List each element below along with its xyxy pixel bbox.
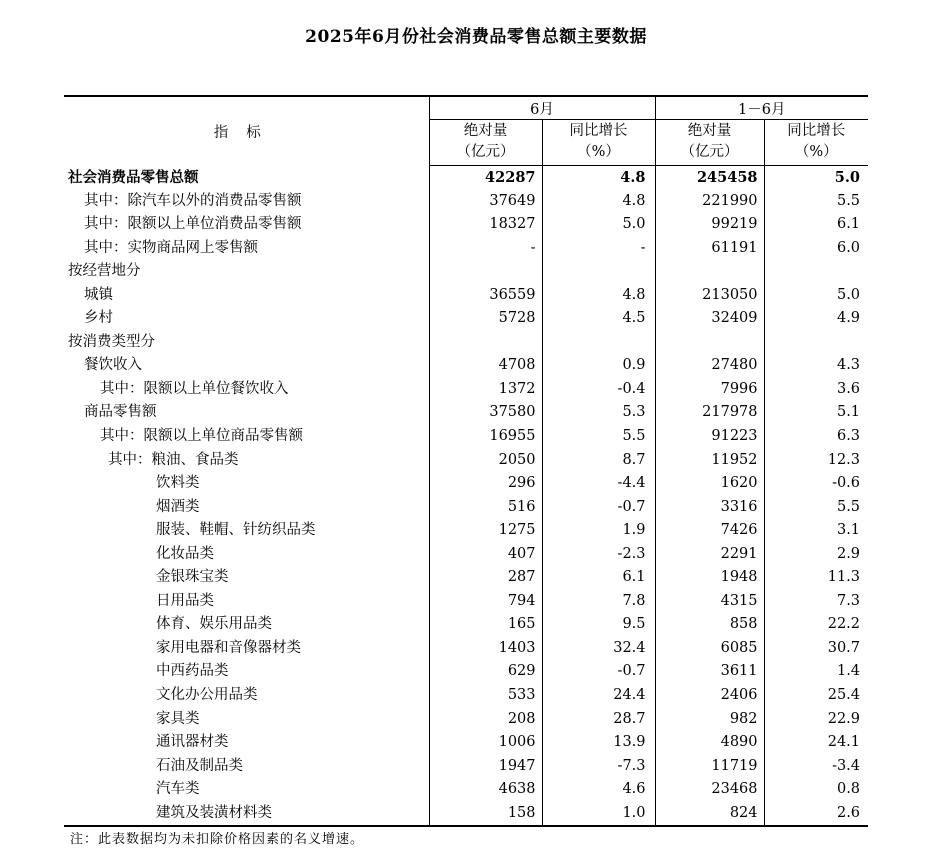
- month-yoy-cell: 1.9: [542, 519, 655, 543]
- ytd-absolute-cell: 858: [655, 613, 764, 637]
- month-absolute-cell: 516: [429, 496, 542, 520]
- ytd-yoy-cell: 6.3: [836, 428, 861, 445]
- month-absolute-cell: 4638: [429, 778, 542, 802]
- row-label: 餐饮收入: [64, 354, 429, 378]
- month-yoy-cell: 9.5: [542, 613, 655, 637]
- row-label: 商品零售额: [64, 401, 429, 425]
- month-yoy-cell: 4.8: [542, 284, 655, 308]
- month-absolute-cell: [429, 260, 542, 284]
- month-yoy-cell: [542, 331, 655, 355]
- row-label: 家用电器和音像器材类: [64, 637, 429, 661]
- table-row: [64, 708, 868, 732]
- month-yoy-cell: [542, 260, 655, 284]
- month-yoy-cell: -0.7: [542, 660, 655, 684]
- row-label: 城镇: [64, 284, 429, 308]
- table-row: [64, 354, 868, 378]
- page-title: 2025年6月份社会消费品零售总额主要数据: [305, 27, 647, 47]
- row-label: 其中：限额以上单位消费品零售额: [64, 213, 429, 237]
- ytd-absolute-cell: 6085: [655, 637, 764, 661]
- ytd-absolute-cell: 1948: [655, 566, 764, 590]
- row-label: 通讯器材类: [64, 731, 429, 755]
- ytd-absolute-cell: 213050: [655, 284, 764, 308]
- header-yoy-unit: （%）: [577, 144, 620, 160]
- month-yoy-cell: 4.8: [542, 166, 655, 190]
- month-absolute-cell: 1006: [429, 731, 542, 755]
- table-row: [64, 519, 868, 543]
- row-label: 汽车类: [64, 778, 429, 802]
- month-absolute-cell: 208: [429, 708, 542, 732]
- row-label: 其中：粮油、食品类: [64, 449, 429, 473]
- ytd-yoy-cell: 11.3: [827, 569, 861, 586]
- month-absolute-cell: 1947: [429, 755, 542, 779]
- ytd-absolute-cell: [655, 260, 764, 284]
- row-label: 家具类: [64, 708, 429, 732]
- ytd-absolute-cell: 27480: [655, 354, 764, 378]
- table-row: [64, 590, 868, 614]
- table-row: [64, 613, 868, 637]
- table-row: [64, 307, 868, 331]
- month-absolute-cell: 2050: [429, 449, 542, 473]
- ytd-yoy-cell: 5.1: [836, 404, 861, 421]
- month-absolute-cell: 1403: [429, 637, 542, 661]
- table-row: [64, 237, 868, 261]
- row-label: 其中：除汽车以外的消费品零售额: [64, 190, 429, 214]
- ytd-absolute-cell: 1620: [655, 472, 764, 496]
- month-absolute-cell: 1275: [429, 519, 542, 543]
- row-label: 建筑及装潢材料类: [64, 802, 429, 827]
- row-label: 按消费类型分: [64, 331, 429, 355]
- ytd-yoy-cell: -0.6: [832, 475, 861, 492]
- table-row: [64, 284, 868, 308]
- month-absolute-cell: 37580: [429, 401, 542, 425]
- header-ytd: 1－6月: [655, 96, 868, 120]
- ytd-yoy-cell: 1.4: [836, 663, 861, 680]
- month-absolute-cell: 36559: [429, 284, 542, 308]
- table-row: [64, 449, 868, 473]
- month-yoy-cell: 1.0: [542, 802, 655, 827]
- ytd-absolute-cell: [655, 331, 764, 355]
- month-yoy-cell: 0.9: [542, 354, 655, 378]
- header-yoy-unit: （%）: [794, 144, 838, 160]
- header-indicator: 指标: [64, 96, 429, 166]
- ytd-yoy-cell: 6.0: [836, 239, 861, 256]
- row-label: 其中：实物商品网上零售额: [64, 237, 429, 261]
- ytd-absolute-cell: 217978: [655, 401, 764, 425]
- month-yoy-cell: 13.9: [542, 731, 655, 755]
- table-row: [64, 496, 868, 520]
- ytd-yoy-cell: 4.3: [836, 357, 861, 374]
- ytd-yoy-cell: 5.5: [836, 498, 861, 515]
- header-month-absolute: [429, 120, 542, 166]
- row-label: 社会消费品零售总额: [64, 166, 429, 190]
- header-ytd-absolute: [655, 120, 764, 166]
- ytd-yoy-cell: 4.9: [836, 310, 861, 327]
- month-yoy-cell: 4.6: [542, 778, 655, 802]
- ytd-yoy-cell: 2.6: [764, 802, 868, 827]
- row-label: 烟酒类: [64, 496, 429, 520]
- table-row: [64, 731, 868, 755]
- ytd-absolute-cell: 982: [655, 708, 764, 732]
- ytd-yoy-cell: 24.1: [827, 734, 861, 751]
- row-label: 化妆品类: [64, 543, 429, 567]
- month-absolute-cell: 37649: [429, 190, 542, 214]
- ytd-absolute-cell: 245458: [655, 166, 764, 190]
- header-abs-unit: （亿元）: [680, 144, 739, 160]
- ytd-absolute-cell: 7426: [655, 519, 764, 543]
- table-row: [64, 543, 868, 567]
- month-absolute-cell: 4708: [429, 354, 542, 378]
- table-row: [64, 755, 868, 779]
- ytd-yoy-cell: 12.3: [827, 451, 861, 468]
- ytd-absolute-cell: 2406: [655, 684, 764, 708]
- ytd-absolute-cell: 4890: [655, 731, 764, 755]
- row-label: 饮料类: [64, 472, 429, 496]
- footnote: 注：此表数据均为未扣除价格因素的名义增速。: [70, 832, 365, 847]
- month-absolute-cell: 16955: [429, 425, 542, 449]
- table-row: [64, 378, 868, 402]
- row-label: 日用品类: [64, 590, 429, 614]
- month-absolute-cell: 287: [429, 566, 542, 590]
- month-yoy-cell: 5.3: [542, 401, 655, 425]
- retail-sales-table: [64, 95, 868, 827]
- row-label: 其中：限额以上单位餐饮收入: [64, 378, 429, 402]
- ytd-absolute-cell: 3316: [655, 496, 764, 520]
- ytd-yoy-cell: 25.4: [827, 687, 861, 704]
- month-absolute-cell: [429, 331, 542, 355]
- ytd-yoy-cell: 0.8: [836, 781, 861, 798]
- month-absolute-cell: 629: [429, 660, 542, 684]
- row-label: 文化办公用品类: [64, 684, 429, 708]
- month-absolute-cell: 296: [429, 472, 542, 496]
- month-absolute-cell: 533: [429, 684, 542, 708]
- table-row: [64, 566, 868, 590]
- month-yoy-cell: 4.8: [542, 190, 655, 214]
- month-absolute-cell: 407: [429, 543, 542, 567]
- month-yoy-cell: 24.4: [542, 684, 655, 708]
- month-yoy-cell: 6.1: [542, 566, 655, 590]
- month-absolute-cell: 794: [429, 590, 542, 614]
- table-row: [64, 472, 868, 496]
- header-month-yoy: [542, 120, 655, 166]
- table-row: [64, 401, 868, 425]
- ytd-absolute-cell: 91223: [655, 425, 764, 449]
- row-label: 石油及制品类: [64, 755, 429, 779]
- ytd-yoy-cell: 30.7: [827, 639, 861, 656]
- header-yoy-label: 同比增长: [787, 123, 846, 139]
- row-label: 按经营地分: [64, 260, 429, 284]
- header-yoy-label: 同比增长: [569, 123, 628, 139]
- month-yoy-cell: -0.7: [542, 496, 655, 520]
- ytd-yoy-cell: 5.0: [836, 286, 861, 303]
- ytd-absolute-cell: 11952: [655, 449, 764, 473]
- ytd-absolute-cell: 99219: [655, 213, 764, 237]
- ytd-absolute-cell: 221990: [655, 190, 764, 214]
- header-abs-label: 绝对量: [687, 123, 732, 139]
- ytd-yoy-cell: -3.4: [832, 757, 861, 774]
- ytd-yoy-cell: [764, 260, 868, 284]
- header-abs-label: 绝对量: [463, 123, 508, 139]
- month-yoy-cell: -4.4: [542, 472, 655, 496]
- month-absolute-cell: 158: [429, 802, 542, 827]
- month-yoy-cell: 32.4: [542, 637, 655, 661]
- table-row: [64, 260, 868, 284]
- table-row: [64, 637, 868, 661]
- ytd-yoy-cell: 2.9: [836, 545, 861, 562]
- table-row: [64, 684, 868, 708]
- table-row: [64, 166, 868, 190]
- month-yoy-cell: -: [542, 237, 655, 261]
- header-abs-unit: （亿元）: [456, 144, 515, 160]
- ytd-yoy-cell: 22.2: [827, 616, 861, 633]
- table-row: [64, 213, 868, 237]
- month-yoy-cell: -0.4: [542, 378, 655, 402]
- ytd-yoy-cell: 3.6: [836, 380, 861, 397]
- ytd-yoy-cell: [764, 331, 868, 355]
- table-row: [64, 190, 868, 214]
- month-yoy-cell: 7.8: [542, 590, 655, 614]
- month-absolute-cell: 42287: [429, 166, 542, 190]
- month-yoy-cell: 28.7: [542, 708, 655, 732]
- ytd-absolute-cell: 11719: [655, 755, 764, 779]
- header-ytd-yoy: [764, 120, 868, 166]
- ytd-absolute-cell: 824: [655, 802, 764, 827]
- month-absolute-cell: -: [429, 237, 542, 261]
- table-row: [64, 331, 868, 355]
- ytd-absolute-cell: 32409: [655, 307, 764, 331]
- table-body: [64, 166, 868, 827]
- month-absolute-cell: 18327: [429, 213, 542, 237]
- table-row: [64, 660, 868, 684]
- ytd-absolute-cell: 23468: [655, 778, 764, 802]
- ytd-absolute-cell: 7996: [655, 378, 764, 402]
- table-row: [64, 425, 868, 449]
- row-label: 体育、娱乐用品类: [64, 613, 429, 637]
- ytd-absolute-cell: 2291: [655, 543, 764, 567]
- row-label: 金银珠宝类: [64, 566, 429, 590]
- month-yoy-cell: 5.5: [542, 425, 655, 449]
- month-absolute-cell: 5728: [429, 307, 542, 331]
- month-yoy-cell: 5.0: [542, 213, 655, 237]
- ytd-yoy-cell: 3.1: [836, 522, 861, 539]
- ytd-yoy-cell: 22.9: [827, 710, 861, 727]
- month-yoy-cell: -2.3: [542, 543, 655, 567]
- month-yoy-cell: 8.7: [542, 449, 655, 473]
- ytd-yoy-cell: 7.3: [836, 592, 861, 609]
- ytd-absolute-cell: 4315: [655, 590, 764, 614]
- month-yoy-cell: -7.3: [542, 755, 655, 779]
- row-label: 中西药品类: [64, 660, 429, 684]
- header-month: 6月: [429, 96, 655, 120]
- month-absolute-cell: 165: [429, 613, 542, 637]
- row-label: 其中：限额以上单位商品零售额: [64, 425, 429, 449]
- row-label: 乡村: [64, 307, 429, 331]
- row-label: 服装、鞋帽、针纺织品类: [64, 519, 429, 543]
- table-row: [64, 778, 868, 802]
- month-yoy-cell: 4.5: [542, 307, 655, 331]
- ytd-absolute-cell: 61191: [655, 237, 764, 261]
- ytd-yoy-cell: 5.0: [834, 169, 861, 186]
- month-absolute-cell: 1372: [429, 378, 542, 402]
- ytd-absolute-cell: 3611: [655, 660, 764, 684]
- ytd-yoy-cell: 5.5: [836, 192, 861, 209]
- ytd-yoy-cell: 6.1: [836, 216, 861, 233]
- table-row: [64, 802, 868, 827]
